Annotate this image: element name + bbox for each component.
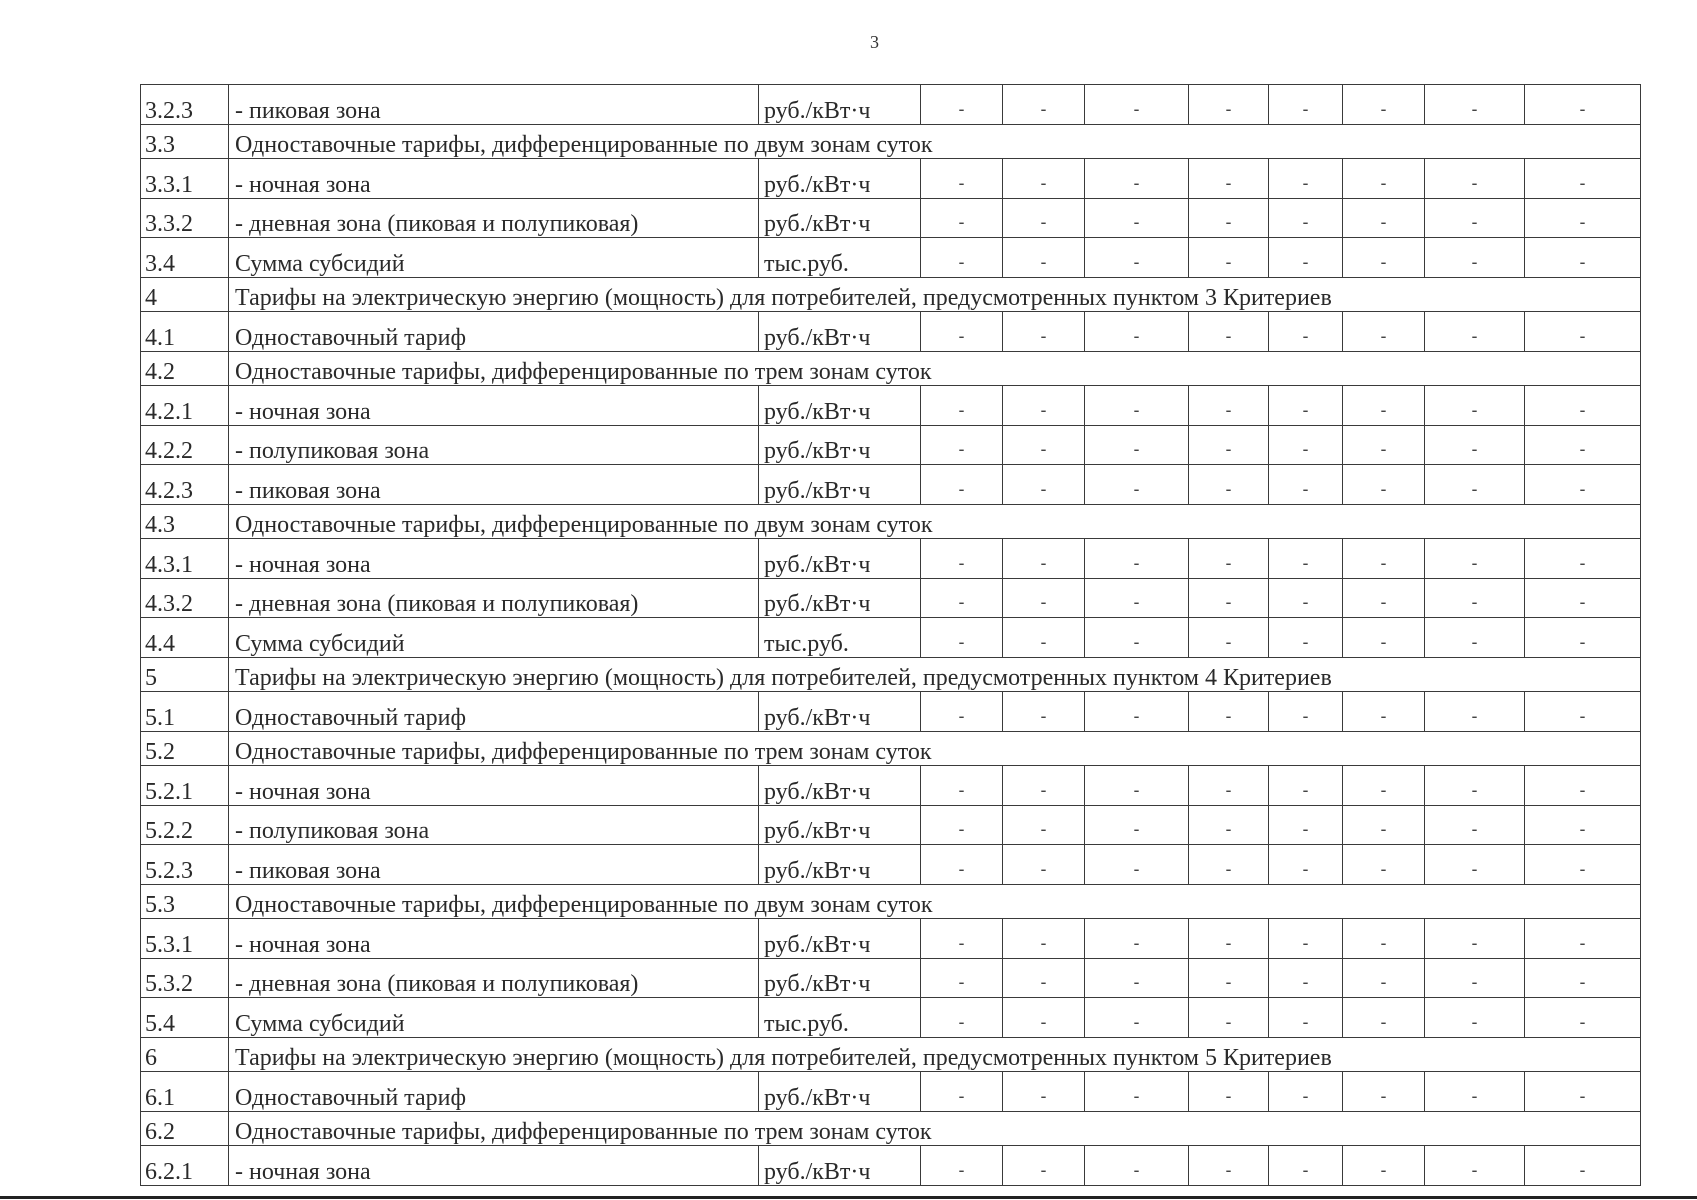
value-cell: - xyxy=(1425,238,1525,278)
page-number: 3 xyxy=(870,32,879,52)
value-cell: - xyxy=(1425,919,1525,959)
row-number: 5.2.1 xyxy=(141,766,229,806)
row-unit: руб./кВт·ч xyxy=(759,198,921,238)
value-cell: - xyxy=(1269,312,1343,352)
value-cell: - xyxy=(1003,425,1085,465)
value-cell: - xyxy=(1425,85,1525,125)
value-cell: - xyxy=(1085,958,1189,998)
table-row xyxy=(141,766,1641,806)
section-title: Тарифы на электрическую энергию (мощность) для потребителей, предусмотренных пунктом 3 Критериев xyxy=(229,277,1641,312)
row-unit: руб./кВт·ч xyxy=(759,1072,921,1112)
value-cell: - xyxy=(921,1146,1003,1186)
value-cell: - xyxy=(1189,919,1269,959)
row-name: - ночная зона xyxy=(229,1146,759,1186)
value-cell: - xyxy=(1425,465,1525,505)
table-row xyxy=(141,238,1641,278)
row-number: 5.2.3 xyxy=(141,845,229,885)
value-cell: - xyxy=(1343,312,1425,352)
value-cell: - xyxy=(1269,465,1343,505)
row-unit: тыс.руб. xyxy=(759,618,921,658)
value-cell: - xyxy=(1269,198,1343,238)
value-cell: - xyxy=(1425,998,1525,1038)
value-cell: - xyxy=(1085,198,1189,238)
value-cell: - xyxy=(1525,539,1641,579)
value-cell: - xyxy=(1189,238,1269,278)
value-cell: - xyxy=(1003,386,1085,426)
value-cell: - xyxy=(1189,998,1269,1038)
row-number: 4.2.2 xyxy=(141,425,229,465)
value-cell: - xyxy=(1085,425,1189,465)
value-cell: - xyxy=(1425,845,1525,885)
value-cell: - xyxy=(1343,159,1425,199)
value-cell: - xyxy=(1269,1146,1343,1186)
value-cell: - xyxy=(1085,238,1189,278)
table-row xyxy=(141,85,1641,125)
row-number: 4.3 xyxy=(141,504,229,539)
value-cell: - xyxy=(1003,692,1085,732)
row-number: 6.1 xyxy=(141,1072,229,1112)
value-cell: - xyxy=(1269,425,1343,465)
row-unit: руб./кВт·ч xyxy=(759,312,921,352)
value-cell: - xyxy=(1269,539,1343,579)
row-number: 4.2 xyxy=(141,351,229,386)
value-cell: - xyxy=(1525,919,1641,959)
value-cell: - xyxy=(1003,539,1085,579)
value-cell: - xyxy=(1425,386,1525,426)
value-cell: - xyxy=(1343,425,1425,465)
row-name: - ночная зона xyxy=(229,539,759,579)
table-section-row xyxy=(141,884,1641,919)
row-number: 3.3.1 xyxy=(141,159,229,199)
table-row xyxy=(141,465,1641,505)
value-cell: - xyxy=(1189,845,1269,885)
value-cell: - xyxy=(1269,159,1343,199)
value-cell: - xyxy=(1003,1072,1085,1112)
value-cell: - xyxy=(1269,578,1343,618)
value-cell: - xyxy=(1525,159,1641,199)
row-name: Сумма субсидий xyxy=(229,238,759,278)
value-cell: - xyxy=(1525,766,1641,806)
value-cell: - xyxy=(1343,386,1425,426)
row-number: 4.3.2 xyxy=(141,578,229,618)
table-section-row xyxy=(141,731,1641,766)
table-row xyxy=(141,618,1641,658)
row-unit: тыс.руб. xyxy=(759,238,921,278)
value-cell: - xyxy=(1003,578,1085,618)
table-row xyxy=(141,425,1641,465)
value-cell: - xyxy=(1189,618,1269,658)
value-cell: - xyxy=(921,578,1003,618)
value-cell: - xyxy=(1003,85,1085,125)
row-number: 5.4 xyxy=(141,998,229,1038)
value-cell: - xyxy=(921,312,1003,352)
value-cell: - xyxy=(1525,805,1641,845)
value-cell: - xyxy=(921,386,1003,426)
value-cell: - xyxy=(1003,238,1085,278)
row-number: 5 xyxy=(141,657,229,692)
value-cell: - xyxy=(1525,845,1641,885)
value-cell: - xyxy=(1525,1072,1641,1112)
table-section-row xyxy=(141,1037,1641,1072)
value-cell: - xyxy=(921,198,1003,238)
value-cell: - xyxy=(921,958,1003,998)
value-cell: - xyxy=(921,692,1003,732)
row-number: 5.3 xyxy=(141,884,229,919)
value-cell: - xyxy=(1343,238,1425,278)
table-section-row xyxy=(141,1111,1641,1146)
section-title: Одноставочные тарифы, дифференцированные по трем зонам суток xyxy=(229,731,1641,766)
value-cell: - xyxy=(921,845,1003,885)
value-cell: - xyxy=(921,425,1003,465)
value-cell: - xyxy=(1525,198,1641,238)
value-cell: - xyxy=(1085,919,1189,959)
value-cell: - xyxy=(1269,919,1343,959)
row-number: 3.3.2 xyxy=(141,198,229,238)
table-row xyxy=(141,312,1641,352)
value-cell: - xyxy=(921,805,1003,845)
section-title: Тарифы на электрическую энергию (мощность) для потребителей, предусмотренных пунктом 4 Критериев xyxy=(229,657,1641,692)
value-cell: - xyxy=(1343,805,1425,845)
row-number: 3.4 xyxy=(141,238,229,278)
value-cell: - xyxy=(1525,998,1641,1038)
value-cell: - xyxy=(1189,578,1269,618)
value-cell: - xyxy=(1525,386,1641,426)
value-cell: - xyxy=(1269,845,1343,885)
value-cell: - xyxy=(1003,919,1085,959)
row-name: - ночная зона xyxy=(229,386,759,426)
value-cell: - xyxy=(1343,692,1425,732)
row-unit: руб./кВт·ч xyxy=(759,766,921,806)
value-cell: - xyxy=(1525,465,1641,505)
row-number: 6.2.1 xyxy=(141,1146,229,1186)
row-unit: тыс.руб. xyxy=(759,998,921,1038)
value-cell: - xyxy=(1003,159,1085,199)
value-cell: - xyxy=(1343,198,1425,238)
value-cell: - xyxy=(1425,805,1525,845)
value-cell: - xyxy=(1343,578,1425,618)
row-name: Одноставочный тариф xyxy=(229,312,759,352)
value-cell: - xyxy=(1425,958,1525,998)
value-cell: - xyxy=(1003,1146,1085,1186)
table-row xyxy=(141,958,1641,998)
section-title: Одноставочные тарифы, дифференцированные по двум зонам суток xyxy=(229,124,1641,159)
table-row xyxy=(141,805,1641,845)
value-cell: - xyxy=(1189,465,1269,505)
row-name: - пиковая зона xyxy=(229,465,759,505)
table-row xyxy=(141,578,1641,618)
table-row xyxy=(141,198,1641,238)
tariff-table xyxy=(140,84,1641,1186)
value-cell: - xyxy=(1085,1146,1189,1186)
value-cell: - xyxy=(1085,845,1189,885)
table-body xyxy=(141,85,1641,1186)
table-row xyxy=(141,919,1641,959)
row-number: 5.2.2 xyxy=(141,805,229,845)
row-name: - полупиковая зона xyxy=(229,425,759,465)
row-unit: руб./кВт·ч xyxy=(759,958,921,998)
value-cell: - xyxy=(1085,578,1189,618)
value-cell: - xyxy=(1343,465,1425,505)
row-unit: руб./кВт·ч xyxy=(759,386,921,426)
value-cell: - xyxy=(1189,958,1269,998)
table-row xyxy=(141,692,1641,732)
row-unit: руб./кВт·ч xyxy=(759,1146,921,1186)
value-cell: - xyxy=(1425,1146,1525,1186)
value-cell: - xyxy=(1269,618,1343,658)
value-cell: - xyxy=(1343,539,1425,579)
value-cell: - xyxy=(1189,198,1269,238)
value-cell: - xyxy=(1085,618,1189,658)
value-cell: - xyxy=(1343,1146,1425,1186)
value-cell: - xyxy=(1189,539,1269,579)
bottom-rule xyxy=(0,1196,1697,1199)
value-cell: - xyxy=(1425,425,1525,465)
value-cell: - xyxy=(921,766,1003,806)
value-cell: - xyxy=(1269,958,1343,998)
value-cell: - xyxy=(1003,958,1085,998)
value-cell: - xyxy=(1343,85,1425,125)
value-cell: - xyxy=(1189,766,1269,806)
value-cell: - xyxy=(1425,159,1525,199)
row-name: - полупиковая зона xyxy=(229,805,759,845)
row-unit: руб./кВт·ч xyxy=(759,805,921,845)
table-section-row xyxy=(141,277,1641,312)
row-number: 4.1 xyxy=(141,312,229,352)
value-cell: - xyxy=(1525,238,1641,278)
value-cell: - xyxy=(1425,1072,1525,1112)
value-cell: - xyxy=(1425,198,1525,238)
value-cell: - xyxy=(1085,1072,1189,1112)
value-cell: - xyxy=(1269,85,1343,125)
row-number: 5.3.2 xyxy=(141,958,229,998)
value-cell: - xyxy=(921,465,1003,505)
value-cell: - xyxy=(1269,1072,1343,1112)
value-cell: - xyxy=(1425,578,1525,618)
value-cell: - xyxy=(1525,958,1641,998)
value-cell: - xyxy=(1343,1072,1425,1112)
value-cell: - xyxy=(1425,312,1525,352)
table-row xyxy=(141,159,1641,199)
value-cell: - xyxy=(1525,692,1641,732)
value-cell: - xyxy=(1269,238,1343,278)
row-number: 5.1 xyxy=(141,692,229,732)
value-cell: - xyxy=(921,919,1003,959)
value-cell: - xyxy=(1085,539,1189,579)
value-cell: - xyxy=(1189,386,1269,426)
table-section-row xyxy=(141,124,1641,159)
value-cell: - xyxy=(1269,692,1343,732)
section-title: Одноставочные тарифы, дифференцированные по трем зонам суток xyxy=(229,351,1641,386)
value-cell: - xyxy=(1189,159,1269,199)
row-name: Сумма субсидий xyxy=(229,998,759,1038)
value-cell: - xyxy=(1525,312,1641,352)
row-unit: руб./кВт·ч xyxy=(759,539,921,579)
row-unit: руб./кВт·ч xyxy=(759,425,921,465)
value-cell: - xyxy=(1003,618,1085,658)
section-title: Одноставочные тарифы, дифференцированные по трем зонам суток xyxy=(229,1111,1641,1146)
section-title: Тарифы на электрическую энергию (мощность) для потребителей, предусмотренных пунктом 5 Критериев xyxy=(229,1037,1641,1072)
row-number: 6 xyxy=(141,1037,229,1072)
row-unit: руб./кВт·ч xyxy=(759,578,921,618)
value-cell: - xyxy=(1085,998,1189,1038)
section-title: Одноставочные тарифы, дифференцированные по двум зонам суток xyxy=(229,884,1641,919)
row-number: 3.3 xyxy=(141,124,229,159)
value-cell: - xyxy=(1269,805,1343,845)
value-cell: - xyxy=(1189,312,1269,352)
value-cell: - xyxy=(1343,998,1425,1038)
value-cell: - xyxy=(1003,805,1085,845)
table-row xyxy=(141,1146,1641,1186)
value-cell: - xyxy=(1525,578,1641,618)
row-name: - пиковая зона xyxy=(229,845,759,885)
value-cell: - xyxy=(1425,618,1525,658)
value-cell: - xyxy=(1525,85,1641,125)
row-number: 4.4 xyxy=(141,618,229,658)
table-row xyxy=(141,845,1641,885)
value-cell: - xyxy=(921,85,1003,125)
value-cell: - xyxy=(1269,386,1343,426)
row-name: - ночная зона xyxy=(229,159,759,199)
table-row xyxy=(141,386,1641,426)
row-name: - ночная зона xyxy=(229,766,759,806)
section-title: Одноставочные тарифы, дифференцированные по двум зонам суток xyxy=(229,504,1641,539)
value-cell: - xyxy=(1343,919,1425,959)
value-cell: - xyxy=(1085,692,1189,732)
value-cell: - xyxy=(1525,1146,1641,1186)
value-cell: - xyxy=(1189,692,1269,732)
value-cell: - xyxy=(1343,766,1425,806)
value-cell: - xyxy=(1525,618,1641,658)
value-cell: - xyxy=(1003,766,1085,806)
value-cell: - xyxy=(1189,85,1269,125)
value-cell: - xyxy=(1003,312,1085,352)
row-name: - ночная зона xyxy=(229,919,759,959)
row-name: - дневная зона (пиковая и полупиковая) xyxy=(229,958,759,998)
row-number: 5.3.1 xyxy=(141,919,229,959)
row-unit: руб./кВт·ч xyxy=(759,845,921,885)
table-section-row xyxy=(141,657,1641,692)
value-cell: - xyxy=(1085,159,1189,199)
row-name: Сумма субсидий xyxy=(229,618,759,658)
row-number: 4.3.1 xyxy=(141,539,229,579)
value-cell: - xyxy=(1189,805,1269,845)
row-name: - пиковая зона xyxy=(229,85,759,125)
value-cell: - xyxy=(921,618,1003,658)
value-cell: - xyxy=(1525,425,1641,465)
row-number: 5.2 xyxy=(141,731,229,766)
value-cell: - xyxy=(1425,766,1525,806)
value-cell: - xyxy=(1269,998,1343,1038)
value-cell: - xyxy=(1269,766,1343,806)
value-cell: - xyxy=(1003,465,1085,505)
value-cell: - xyxy=(1343,958,1425,998)
row-name: Одноставочный тариф xyxy=(229,692,759,732)
row-number: 4.2.3 xyxy=(141,465,229,505)
value-cell: - xyxy=(921,539,1003,579)
row-number: 4 xyxy=(141,277,229,312)
value-cell: - xyxy=(1425,539,1525,579)
row-unit: руб./кВт·ч xyxy=(759,465,921,505)
row-number: 6.2 xyxy=(141,1111,229,1146)
row-number: 4.2.1 xyxy=(141,386,229,426)
value-cell: - xyxy=(1085,805,1189,845)
value-cell: - xyxy=(921,998,1003,1038)
value-cell: - xyxy=(1343,845,1425,885)
value-cell: - xyxy=(1343,618,1425,658)
row-name: - дневная зона (пиковая и полупиковая) xyxy=(229,578,759,618)
value-cell: - xyxy=(1003,998,1085,1038)
row-unit: руб./кВт·ч xyxy=(759,159,921,199)
value-cell: - xyxy=(1003,845,1085,885)
row-unit: руб./кВт·ч xyxy=(759,692,921,732)
row-name: - дневная зона (пиковая и полупиковая) xyxy=(229,198,759,238)
value-cell: - xyxy=(921,238,1003,278)
value-cell: - xyxy=(921,1072,1003,1112)
row-unit: руб./кВт·ч xyxy=(759,919,921,959)
value-cell: - xyxy=(1189,1146,1269,1186)
table-section-row xyxy=(141,351,1641,386)
table-row xyxy=(141,539,1641,579)
value-cell: - xyxy=(1085,312,1189,352)
table-row xyxy=(141,998,1641,1038)
value-cell: - xyxy=(1189,1072,1269,1112)
table-section-row xyxy=(141,504,1641,539)
value-cell: - xyxy=(1425,692,1525,732)
row-unit: руб./кВт·ч xyxy=(759,85,921,125)
value-cell: - xyxy=(1189,425,1269,465)
row-number: 3.2.3 xyxy=(141,85,229,125)
row-name: Одноставочный тариф xyxy=(229,1072,759,1112)
value-cell: - xyxy=(1085,465,1189,505)
value-cell: - xyxy=(1085,85,1189,125)
value-cell: - xyxy=(1085,386,1189,426)
value-cell: - xyxy=(1085,766,1189,806)
value-cell: - xyxy=(921,159,1003,199)
value-cell: - xyxy=(1003,198,1085,238)
table-row xyxy=(141,1072,1641,1112)
